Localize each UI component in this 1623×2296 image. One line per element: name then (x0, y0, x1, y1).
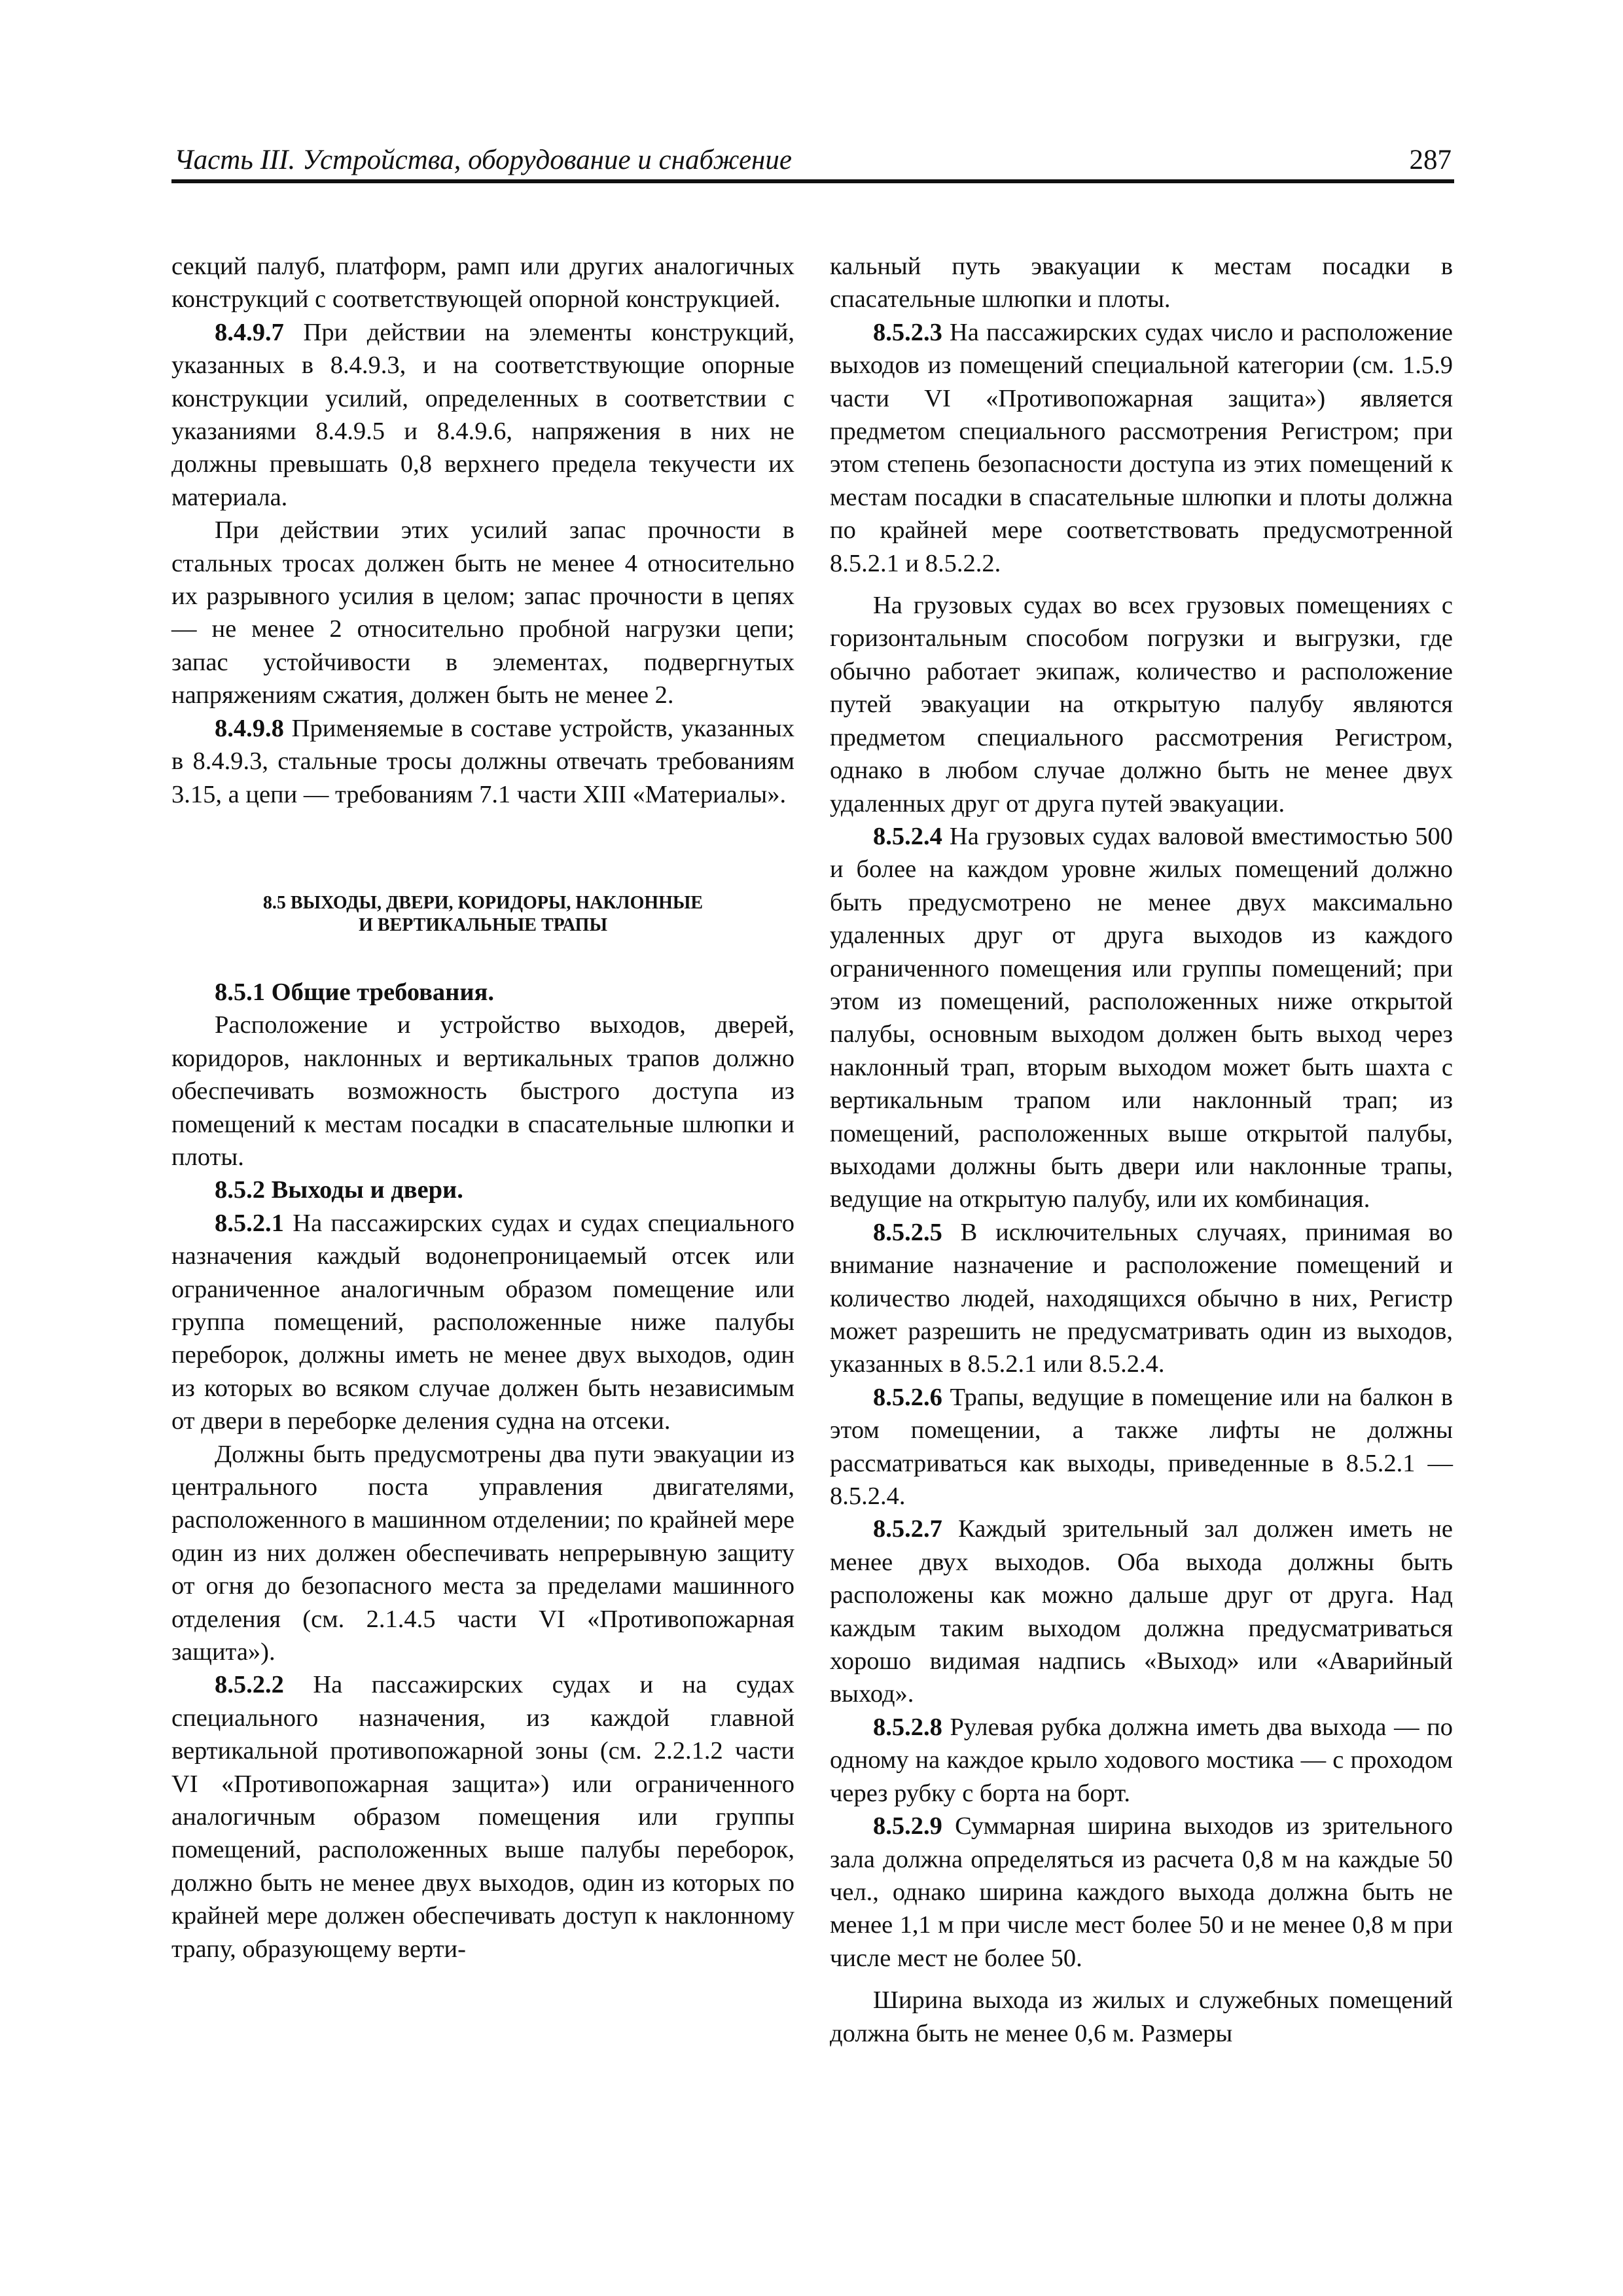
page-number: 287 (1409, 145, 1452, 175)
clause-number: 8.5.2.5 (873, 1218, 942, 1246)
subsection-heading: 8.5.2 Выходы и двери. (215, 1176, 463, 1204)
paragraph-text: Каждый зрительный зал должен иметь не менее двух выходов. Оба выхода должны быть расположены как можно дальше друг от друга. Над каждым таким выходом должна предусматриваться хорошо видимая надпись «Выход» или «Аварийный выход». (830, 1515, 1454, 1708)
paragraph (830, 316, 1453, 580)
paragraph (171, 712, 794, 811)
paragraph-text: На грузовых судах валовой вместимостью 500 и более на каждом уровне жилых помещений должно быть предусмотрено не менее двух максимально удаленных друг от друга выходов из каждого ограниченного помещения или группы помещений; при этом из помещений, расположенных ниже открытой палубы, основным выходом должен быть выход через наклонный трап, вторым выходом может быть шахта с вертикальным трапом или наклонный трап; из помещений, расположенных выше открытой палубы, выходами должны быть двери или наклонные трапы, ведущие на открытую палубу, или их комбинация. (830, 822, 1453, 1213)
paragraph (830, 1513, 1453, 1710)
paragraph: Ширина выхода из жилых и служебных помещений должна быть не менее 0,6 м. Размеры (830, 1986, 1453, 2047)
clause-number: 8.5.2.4 (873, 822, 942, 850)
right-column (830, 250, 1453, 2050)
section-heading-line: 8.5 ВЫХОДЫ, ДВЕРИ, КОРИДОРЫ, НАКЛОННЫЕ (262, 892, 704, 913)
paragraph-text: Рулевая рубка должна иметь два выхода — по одному на каждое крыло ходового мостика — с проходом через рубку с борта на борт. (830, 1713, 1453, 1807)
paragraph: На грузовых судах во всех грузовых помещениях с горизонтальным способом погрузки и выгрузки, где обычно работает экипаж, количество и расположение путей эвакуации на открытую палубу являются предметом специального рассмотрения Регистром, однако в любом случае должно быть не менее двух удаленных друг от друга путей эвакуации. (830, 592, 1453, 817)
clause-number: 8.4.9.8 (215, 714, 284, 742)
clause-number: 8.5.2.6 (873, 1383, 942, 1411)
subsection-heading: 8.5.1 Общие требования. (215, 978, 494, 1006)
paragraph-text: Трапы, ведущие в помещение или на балкон в этом помещении, а также лифты не должны рассматриваться как выходы, приведенные в 8.5.2.1 — 8.5.2.4. (830, 1383, 1454, 1511)
paragraph (171, 1668, 794, 1965)
paragraph-text: На пассажирских судах и на судах специального назначения, из каждой главной вертикальной противопожарной зоны (см. 2.2.1.2 части VI «Противопожарная защита») или ограниченного аналогичным образом помещения или группы помещений, расположенных выше палубы переборок, должно быть не менее двух выходов, один из которых по крайней мере должен обеспечивать доступ к наклонному трапу, образующему верти- (171, 1671, 794, 1963)
clause-number: 8.5.2.2 (215, 1671, 284, 1699)
clause-number: 8.4.9.7 (215, 318, 284, 346)
paragraph-text: Применяемые в составе устройств, указанных в 8.4.9.3, стальные тросы должны отвечать требованиям 3.15, а цепи — требованиям 7.1 части XIII «Материалы». (171, 714, 795, 808)
paragraph-text: Суммарная ширина выходов из зрительного зала должна определяться из расчета 0,8 м на каждые 50 чел., однако ширина каждого выхода должна быть не менее 1,1 м при числе мест более 50 и не менее 0,8 м при числе мест не более 50. (830, 1812, 1453, 1972)
paragraph-text: На пассажирских судах число и расположение выходов из помещений специальной категории (см. 1.5.9 части VI «Противопожарная защита») является предметом специального рассмотрения Регистром; при этом степень безопасности доступа из этих помещений к местам посадки в спасательные шлюпки и плоты должна по крайней мере соответствовать предусмотренной 8.5.2.1 и 8.5.2.2. (830, 318, 1454, 577)
paragraph: Должны быть предусмотрены два пути эвакуации из центрального поста управления двигателями, расположенного в машинном отделении; по крайней мере один из них должен обеспечивать непрерывную защиту от огня до безопасного места за пределами машинного отделения (см. 2.1.4.5 части VI «Противопожарная защита»). (171, 1440, 794, 1666)
section-heading (171, 892, 794, 937)
paragraph (830, 1711, 1453, 1810)
clause-number: 8.5.2.7 (873, 1515, 942, 1543)
paragraph (830, 1810, 1453, 1975)
section-heading-line: И ВЕРТИКАЛЬНЫЕ ТРАПЫ (359, 914, 607, 935)
paragraph-text: В исключительных случаях, принимая во внимание назначение и расположение помещений и количество людей, находящихся обычно в них, Регистр может разрешить не предусматривать один из выходов, указанных в 8.5.2.1 или 8.5.2.4. (830, 1218, 1454, 1378)
left-column (171, 250, 794, 1965)
paragraph: секций палуб, платформ, рамп или других аналогичных конструкций с соответствующей опорной конструкцией. (171, 253, 794, 314)
clause-number: 8.5.2.1 (215, 1209, 284, 1237)
paragraph (171, 316, 794, 514)
running-header (171, 139, 1454, 183)
paragraph (830, 1381, 1453, 1513)
paragraph: Расположение и устройство выходов, дверей, коридоров, наклонных и вертикальных трапов должно обеспечивать возможность быстрого доступа из помещений к местам посадки в спасательные шлюпки и плоты. (171, 1011, 794, 1171)
paragraph-text: На пассажирских судах и судах специального назначения каждый водонепроницаемый отсек или ограниченное аналогичным образом помещение или группа помещений, расположенные ниже палубы переборок, должны иметь не менее двух выходов, один из которых во всяком случае должен быть независимым от двери в переборке деления судна на отсеки. (171, 1209, 794, 1435)
paragraph (171, 1207, 794, 1438)
paragraph (830, 820, 1453, 1216)
running-header-title: Часть III. Устройства, оборудование и снабжение (174, 145, 792, 175)
clause-number: 8.5.2.8 (873, 1713, 942, 1741)
paragraph: При действии этих усилий запас прочности в стальных тросах должен быть не менее 4 относительно их разрывного усилия в целом; запас прочности в цепях — не менее 2 относительно пробной нагрузки цепи; запас устойчивости в элементах, подвергнутых напряжениям сжатия, должен быть не менее 2. (171, 516, 794, 709)
paragraph-text: При действии на элементы конструкций, указанных в 8.4.9.3, и на соответствующие опорные конструкции усилий, определенных в соответствии с указаниями 8.4.9.5 и 8.4.9.6, напряжения в них не должны превышать 0,8 верхнего предела текучести их материала. (171, 318, 794, 511)
paragraph (830, 1216, 1453, 1381)
clause-number: 8.5.2.3 (873, 318, 942, 346)
clause-number: 8.5.2.9 (873, 1812, 942, 1840)
paragraph: кальный путь эвакуации к местам посадки в спасательные шлюпки и плоты. (830, 253, 1453, 314)
